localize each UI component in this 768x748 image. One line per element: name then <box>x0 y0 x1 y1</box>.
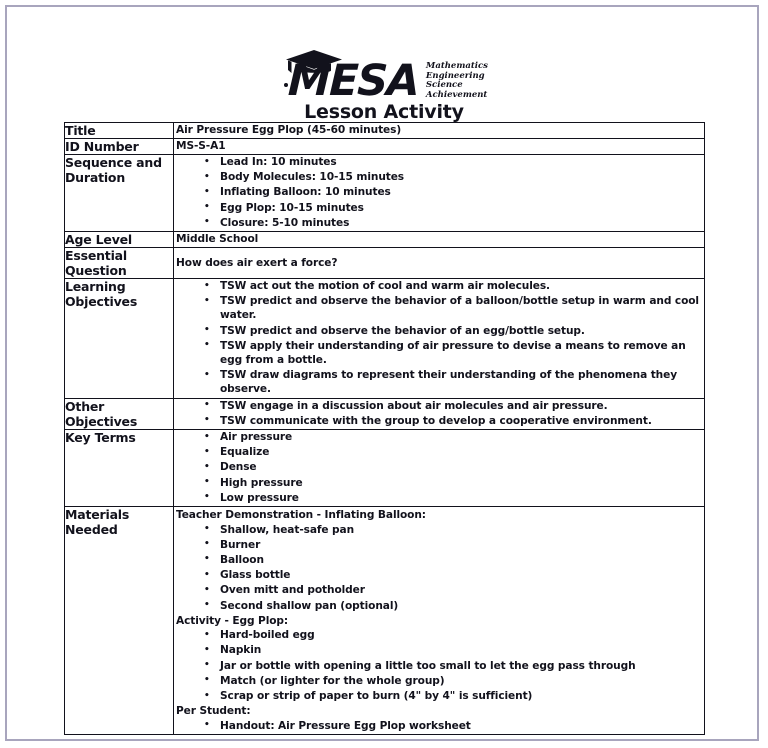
lesson-table-body <box>65 123 705 735</box>
table-row <box>65 123 705 139</box>
row-label-age-level: Age Level <box>65 232 174 248</box>
materials-group-heading: Activity - Egg Plop: <box>176 614 289 627</box>
label-line: Needed <box>65 522 118 538</box>
list-item: • TSW communicate with the group to develop a cooperative environment. <box>220 414 704 428</box>
document-header <box>7 52 761 123</box>
list-item: • Oven mitt and potholder <box>220 583 704 597</box>
logo-tagline <box>426 62 488 100</box>
row-label-materials-needed <box>65 507 174 735</box>
mesa-logo <box>280 53 488 106</box>
list-item: • Match (or lighter for the whole group) <box>220 674 704 688</box>
list-item: • Second shallow pan (optional) <box>220 599 704 613</box>
age-level-value: Middle School <box>176 233 259 246</box>
other-objectives-list <box>174 399 704 428</box>
list-item: • Jar or bottle with opening a little too small to let the egg pass through <box>220 659 704 673</box>
logo-tagline-line-2: Engineering <box>425 70 485 81</box>
sequence-duration-list <box>174 155 704 230</box>
label-line: Learning <box>65 279 126 295</box>
essential-question-value: How does air exert a force? <box>176 257 338 270</box>
table-row <box>65 155 705 232</box>
materials-group-heading: Per Student: <box>176 705 251 718</box>
row-value-materials-needed <box>174 507 705 735</box>
list-item: • TSW apply their understanding of air pressure to devise a means to remove an egg from a bottle. <box>220 339 704 367</box>
label-line: Other <box>65 398 105 414</box>
logo-wordmark: MESA <box>287 56 420 106</box>
list-item: • TSW predict and observe the behavior of a balloon/bottle setup in warm and cool water. <box>220 294 704 322</box>
table-row <box>65 430 705 507</box>
list-item: • Air pressure <box>220 430 704 444</box>
logo-tagline-line-4: Achievement <box>425 89 488 100</box>
key-terms-list <box>174 430 704 505</box>
list-item: • Lead In: 10 minutes <box>220 155 704 169</box>
list-item: • Napkin <box>220 643 704 657</box>
label-line: Sequence and <box>65 155 162 170</box>
list-item: • Glass bottle <box>220 568 704 582</box>
table-row <box>65 232 705 248</box>
list-item: • Closure: 5-10 minutes <box>220 216 704 230</box>
list-item: • TSW predict and observe the behavior of an egg/bottle setup. <box>220 324 704 338</box>
row-label-id-number: ID Number <box>65 139 174 155</box>
table-row <box>65 279 705 399</box>
list-item: • TSW engage in a discussion about air molecules and air pressure. <box>220 399 704 413</box>
table-row <box>65 507 705 735</box>
list-item: • Scrap or strip of paper to burn (4" by 4" is sufficient) <box>220 689 704 703</box>
label-line: Question <box>65 263 127 279</box>
id-number-value: MS-S-A1 <box>176 140 226 152</box>
label-line: Objectives <box>65 413 138 429</box>
row-label-key-terms: Key Terms <box>65 430 174 507</box>
row-value-key-terms <box>174 430 705 507</box>
row-label-learning-objectives <box>65 279 174 399</box>
list-item: • Burner <box>220 538 704 552</box>
row-value-age-level <box>174 232 705 248</box>
materials-activity-list <box>174 628 704 703</box>
list-item: • Inflating Balloon: 10 minutes <box>220 185 704 199</box>
row-value-sequence-duration <box>174 155 705 232</box>
row-value-id-number <box>174 139 705 155</box>
list-item: • Body Molecules: 10-15 minutes <box>220 170 704 184</box>
row-label-title: Title <box>65 123 174 139</box>
row-label-sequence-duration <box>65 155 174 232</box>
label-line: Essential <box>65 248 127 264</box>
label-line: Materials <box>65 507 130 523</box>
learning-objectives-list <box>174 279 704 397</box>
row-label-essential-question <box>65 248 174 279</box>
list-item: • Hard-boiled egg <box>220 628 704 642</box>
logo-tagline-line-1: Mathematics <box>425 61 488 71</box>
list-item: • Low pressure <box>220 491 704 505</box>
document-subtitle: Lesson Activity <box>304 101 464 123</box>
materials-group-heading: Teacher Demonstration - Inflating Balloon: <box>176 509 426 522</box>
row-value-essential-question <box>174 248 705 279</box>
list-item: • TSW draw diagrams to represent their understanding of the phenomena they observe. <box>220 368 704 396</box>
materials-per-student-list <box>174 719 704 733</box>
table-row <box>65 398 705 429</box>
row-value-learning-objectives <box>174 279 705 399</box>
page-frame <box>5 5 759 741</box>
list-item: • Equalize <box>220 445 704 459</box>
row-value-title <box>174 123 705 139</box>
list-item: • High pressure <box>220 476 704 490</box>
title-value: Air Pressure Egg Plop (45-60 minutes) <box>176 124 402 136</box>
logo-tagline-line-3: Science <box>425 80 463 91</box>
list-item: • Egg Plop: 10-15 minutes <box>220 201 704 215</box>
table-row <box>65 248 705 279</box>
list-item: • Handout: Air Pressure Egg Plop worksheet <box>220 719 704 733</box>
lesson-activity-table <box>64 122 705 735</box>
table-row <box>65 139 705 155</box>
list-item: • TSW act out the motion of cool and warm air molecules. <box>220 279 704 293</box>
label-line: Duration <box>65 170 126 185</box>
list-item: • Shallow, heat-safe pan <box>220 523 704 537</box>
row-label-other-objectives <box>65 398 174 429</box>
row-value-other-objectives <box>174 398 705 429</box>
materials-teacher-demo-list <box>174 523 704 613</box>
list-item: • Dense <box>220 460 704 474</box>
list-item: • Balloon <box>220 553 704 567</box>
label-line: Objectives <box>65 294 138 310</box>
